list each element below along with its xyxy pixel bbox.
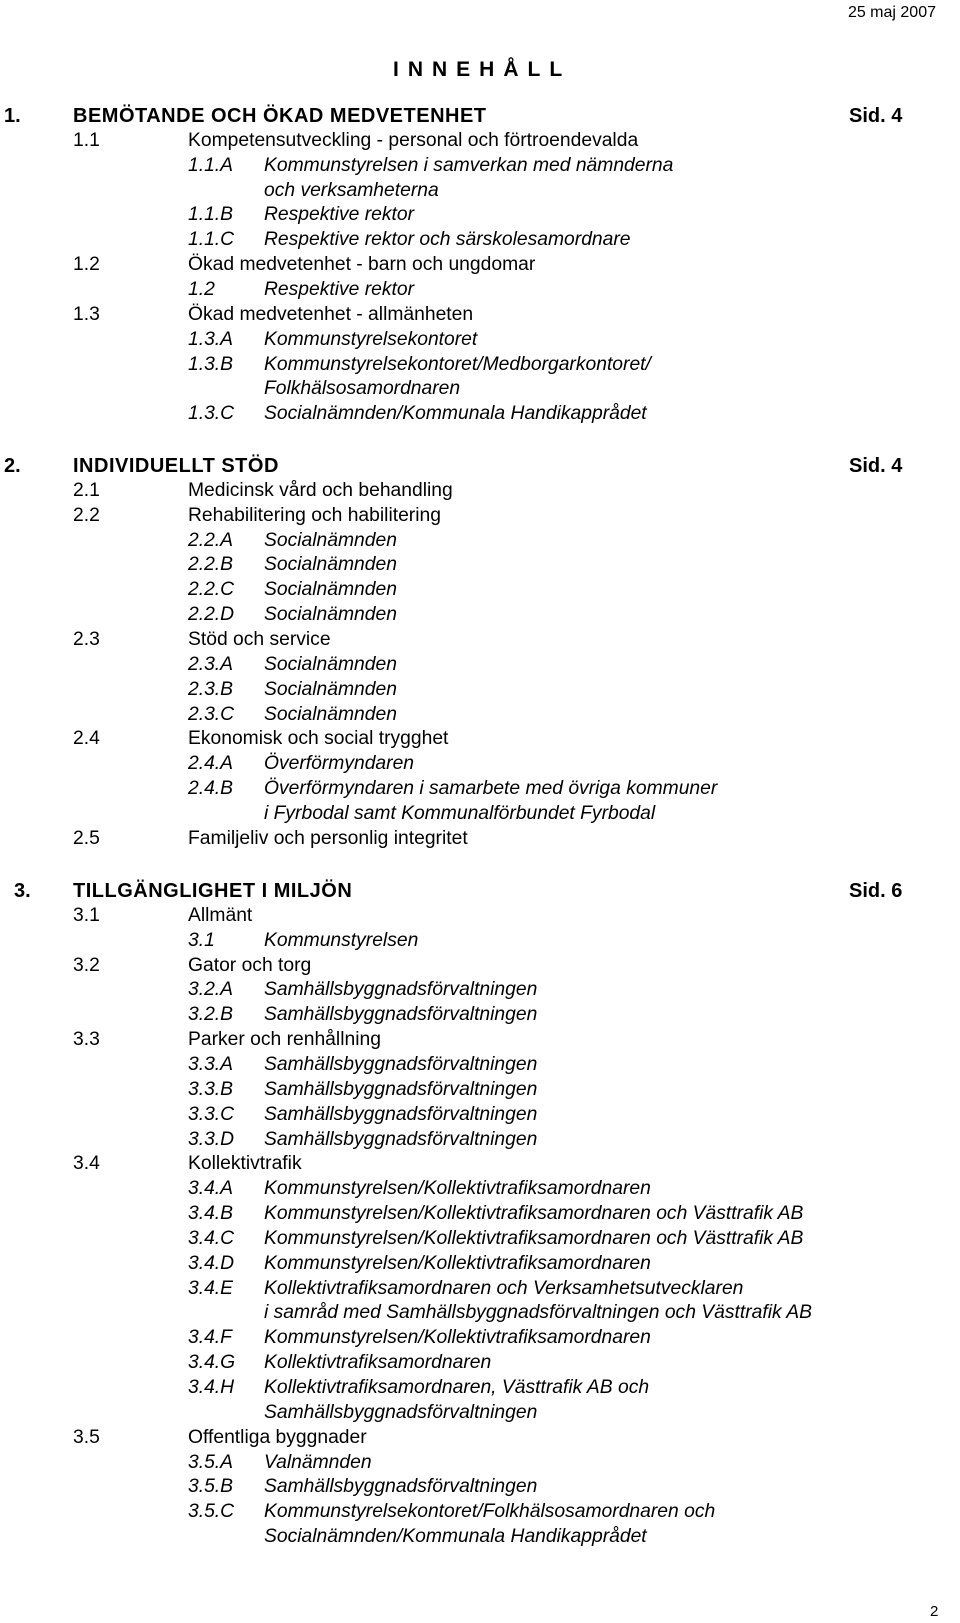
page-title: INNEHÅLL <box>393 58 572 81</box>
toc-entry-number: 3.1 <box>73 904 100 926</box>
toc-entry-text: Kommunstyrelsekontoret/Medborgarkontoret/ <box>264 353 651 375</box>
toc-entry-number: 1.3.B <box>188 353 234 375</box>
toc-entry-number: 3.5.C <box>188 1501 235 1523</box>
toc-entry-number: 2.3.B <box>188 678 234 700</box>
section-number: 3. <box>14 880 31 902</box>
toc-subentry <box>0 403 960 428</box>
toc-entry <box>0 629 960 654</box>
toc-entry-number: 1.3.C <box>188 403 235 425</box>
toc-entry-number: 3.4.D <box>188 1252 235 1274</box>
section-page-ref: Sid. 4 <box>849 455 903 477</box>
toc-entry-text: Socialnämnden <box>264 653 397 675</box>
toc-entry-text: Socialnämnden <box>264 529 397 551</box>
toc-entry-text: Gator och torg <box>188 954 312 976</box>
toc-entry-text: Kollektivtrafiksamordnaren <box>264 1352 492 1374</box>
toc-entry-text: Kommunstyrelsen/Kollektivtrafiksamordnaren och Västtrafik AB <box>264 1227 804 1249</box>
toc-entry-text: Socialnämnden/Kommunala Handikapprådet <box>264 403 647 425</box>
toc-entry-number: 1.1 <box>73 129 100 151</box>
toc-entry <box>0 505 960 530</box>
toc-entry-text: Parker och renhållning <box>188 1029 381 1051</box>
toc-entry-number: 3.4.E <box>188 1277 234 1299</box>
toc-entry-text: Kompetensutveckling - personal och förtroendevalda <box>188 129 639 151</box>
toc-entry-number: 3.3.D <box>188 1128 235 1150</box>
toc-entry-text: Samhällsbyggnadsförvaltningen <box>264 1053 538 1075</box>
toc-subentry <box>0 1054 960 1079</box>
toc-entry-number: 3.4.C <box>188 1227 235 1249</box>
section-heading <box>0 880 960 905</box>
toc-subentry <box>0 930 960 955</box>
toc-entry-number: 3.4.G <box>188 1352 236 1374</box>
toc-entry <box>0 905 960 930</box>
section-heading <box>0 105 960 130</box>
section-page-ref: Sid. 6 <box>849 880 903 902</box>
toc-subentry <box>0 354 960 379</box>
toc-entry-text: Medicinsk vård och behandling <box>188 479 453 501</box>
toc-entry-text: Ökad medvetenhet - barn och ungdomar <box>188 254 536 276</box>
toc-entry-text: Socialnämnden <box>264 604 397 626</box>
toc-subentry <box>0 778 960 803</box>
toc-entry-number: 1.3 <box>73 303 100 325</box>
toc-entry-number: 2.3.A <box>188 653 234 675</box>
toc-entry-number: 3.2 <box>73 954 100 976</box>
toc-entry-number: 2.4 <box>73 728 100 750</box>
toc-entry-text: Kommunstyrelsekontoret/Folkhälsosamordnaren och <box>264 1501 716 1523</box>
toc-entry-text: Samhällsbyggnadsförvaltningen <box>264 1078 538 1100</box>
page-number: 2 <box>930 1603 939 1620</box>
toc-subentry <box>0 229 960 254</box>
toc-entry-number: 2.3.C <box>188 703 235 725</box>
toc-entry-text: i Fyrbodal samt Kommunalförbundet Fyrbodal <box>264 802 656 824</box>
toc-entry-number: 2.4.B <box>188 778 234 800</box>
toc-entry-number: 2.2.C <box>188 579 235 601</box>
toc-subentry <box>0 1004 960 1029</box>
section-number: 1. <box>4 105 21 127</box>
toc-subentry <box>0 1377 960 1402</box>
toc-entry-text: Samhällsbyggnadsförvaltningen <box>264 979 538 1001</box>
toc-subentry <box>0 378 960 403</box>
section-title: INDIVIDUELLT STÖD <box>73 455 279 477</box>
toc-subentry <box>0 579 960 604</box>
toc-entry-text: Samhällsbyggnadsförvaltningen <box>264 1128 538 1150</box>
toc-subentry <box>0 604 960 629</box>
toc-subentry <box>0 1452 960 1477</box>
toc-entry-number: 3.3 <box>73 1029 100 1051</box>
toc-entry-number: 3.2.B <box>188 1004 234 1026</box>
toc-entry <box>0 955 960 980</box>
toc-subentry <box>0 204 960 229</box>
toc-entry <box>0 254 960 279</box>
toc-subentry <box>0 530 960 555</box>
toc-entry-number: 2.2.B <box>188 554 234 576</box>
toc-entry-number: 2.4.A <box>188 753 234 775</box>
toc-subentry <box>0 1501 960 1526</box>
toc-entry-text: Valnämnden <box>264 1451 372 1473</box>
toc-subentry <box>0 1526 960 1551</box>
toc-entry-text: Samhällsbyggnadsförvaltningen <box>264 1103 538 1125</box>
toc-entry-text: Familjeliv och personlig integritet <box>188 827 468 849</box>
toc-entry-text: Kollektivtrafik <box>188 1153 302 1175</box>
toc-entry-text: Kommunstyrelsen/Kollektivtrafiksamordnaren och Västtrafik AB <box>264 1203 804 1225</box>
toc-entry-text: Respektive rektor <box>264 278 415 300</box>
toc-entry-text: Offentliga byggnader <box>188 1426 367 1448</box>
toc-entry <box>0 304 960 329</box>
toc-entry-text: Kommunstyrelsen/Kollektivtrafiksamordnaren <box>264 1252 651 1274</box>
toc-subentry <box>0 1352 960 1377</box>
toc-entry-text: Rehabilitering och habilitering <box>188 504 441 526</box>
toc-subentry <box>0 679 960 704</box>
toc-subentry <box>0 1104 960 1129</box>
toc-entry-number: 3.5 <box>73 1426 100 1448</box>
toc-entry-text: Stöd och service <box>188 628 331 650</box>
toc-entry-number: 3.5.A <box>188 1451 234 1473</box>
toc-entry-number: 3.3.B <box>188 1078 234 1100</box>
toc-entry <box>0 1153 960 1178</box>
toc-subentry <box>0 1402 960 1427</box>
toc-entry-number: 2.1 <box>73 479 100 501</box>
toc-subentry <box>0 979 960 1004</box>
toc-entry-text: Kommunstyrelsen <box>264 929 419 951</box>
toc-entry-number: 1.2 <box>73 254 100 276</box>
toc-entry-text: Allmänt <box>188 904 253 926</box>
toc-entry <box>0 1029 960 1054</box>
toc-entry-number: 3.4 <box>73 1153 100 1175</box>
toc-entry <box>0 130 960 155</box>
toc-entry-text: Överförmyndaren <box>264 753 415 775</box>
toc-subentry <box>0 654 960 679</box>
toc-subentry <box>0 1178 960 1203</box>
toc-subentry <box>0 1079 960 1104</box>
toc-entry-number: 3.3.A <box>188 1053 234 1075</box>
toc-entry-number: 2.2.A <box>188 529 234 551</box>
toc-entry-text: Samhällsbyggnadsförvaltningen <box>264 1401 538 1423</box>
toc-entry-number: 3.4.A <box>188 1178 234 1200</box>
toc-entry <box>0 728 960 753</box>
toc-entry-number: 2.3 <box>73 628 100 650</box>
toc-entry-text: Ökad medvetenhet - allmänheten <box>188 303 474 325</box>
toc-subentry <box>0 1203 960 1228</box>
toc-entry-number: 1.1.A <box>188 154 234 176</box>
toc-entry-number: 2.2.D <box>188 604 235 626</box>
document-date: 25 maj 2007 <box>847 4 936 21</box>
toc-entry <box>0 1427 960 1452</box>
toc-entry-text: Respektive rektor <box>264 204 415 226</box>
toc-entry-text: Socialnämnden <box>264 579 397 601</box>
toc-entry-text: Kollektivtrafiksamordnaren och Verksamhetsutvecklaren <box>264 1277 744 1299</box>
toc-entry-text: Kommunstyrelsen/Kollektivtrafiksamordnaren <box>264 1178 651 1200</box>
toc-subentry <box>0 279 960 304</box>
toc-entry-text: Respektive rektor och särskolesamordnare <box>264 229 631 251</box>
toc-entry-text: Socialnämnden/Kommunala Handikapprådet <box>264 1526 647 1548</box>
toc-entry-text: och verksamheterna <box>264 179 439 201</box>
section-title: TILLGÄNGLIGHET I MILJÖN <box>73 880 353 902</box>
toc-subentry <box>0 704 960 729</box>
toc-subentry <box>0 1278 960 1303</box>
toc-entry-text: Ekonomisk och social trygghet <box>188 728 449 750</box>
toc-entry-text: Kommunstyrelsekontoret <box>264 328 478 350</box>
toc-entry-number: 3.2.A <box>188 979 234 1001</box>
toc-entry-number: 1.3.A <box>188 328 234 350</box>
toc-subentry <box>0 554 960 579</box>
toc-subentry <box>0 155 960 180</box>
section-page-ref: Sid. 4 <box>849 105 903 127</box>
toc-entry-text: Folkhälsosamordnaren <box>264 378 461 400</box>
toc-entry <box>0 828 960 853</box>
toc-entry-text: Kollektivtrafiksamordnaren, Västtrafik AB och <box>264 1377 650 1398</box>
section-heading <box>0 455 960 480</box>
toc-entry-number: 3.3.C <box>188 1103 235 1125</box>
toc-subentry <box>0 1302 960 1327</box>
toc-entry-number: 3.4.B <box>188 1203 234 1225</box>
toc-entry-number: 3.5.B <box>188 1476 234 1498</box>
toc-entry-number: 3.4.H <box>188 1377 235 1398</box>
toc-entry <box>0 480 960 505</box>
toc-subentry <box>0 1253 960 1278</box>
toc-entry-number: 3.1 <box>188 929 215 951</box>
toc-entry-text: Samhällsbyggnadsförvaltningen <box>264 1004 538 1026</box>
toc-subentry <box>0 1327 960 1352</box>
toc-subentry <box>0 753 960 778</box>
toc-entry-number: 2.5 <box>73 827 100 849</box>
toc-entry-number: 2.2 <box>73 504 100 526</box>
toc-entry-text: i samråd med Samhällsbyggnadsförvaltningen och Västtrafik AB <box>264 1302 813 1324</box>
toc-entry-text: Samhällsbyggnadsförvaltningen <box>264 1476 538 1498</box>
section-title: BEMÖTANDE OCH ÖKAD MEDVETENHET <box>73 105 487 127</box>
section-number: 2. <box>4 455 21 477</box>
toc-subentry <box>0 180 960 205</box>
toc-entry-number: 1.1.B <box>188 204 234 226</box>
toc-entry-number: 1.1.C <box>188 229 235 251</box>
toc-entry-text: Socialnämnden <box>264 678 397 700</box>
toc-entry-text: Kommunstyrelsen i samverkan med nämnderna <box>264 154 674 176</box>
toc-subentry <box>0 1228 960 1253</box>
toc-entry-number: 1.2 <box>188 278 215 300</box>
toc-subentry <box>0 1129 960 1154</box>
toc-entry-text: Socialnämnden <box>264 554 397 576</box>
toc-entry-number: 3.4.F <box>188 1327 232 1349</box>
toc-entry-text: Socialnämnden <box>264 703 397 725</box>
toc-subentry <box>0 329 960 354</box>
toc-subentry <box>0 803 960 828</box>
toc-subentry <box>0 1476 960 1501</box>
toc-entry-text: Kommunstyrelsen/Kollektivtrafiksamordnaren <box>264 1327 651 1349</box>
toc-entry-text: Överförmyndaren i samarbete med övriga kommuner <box>264 778 718 800</box>
